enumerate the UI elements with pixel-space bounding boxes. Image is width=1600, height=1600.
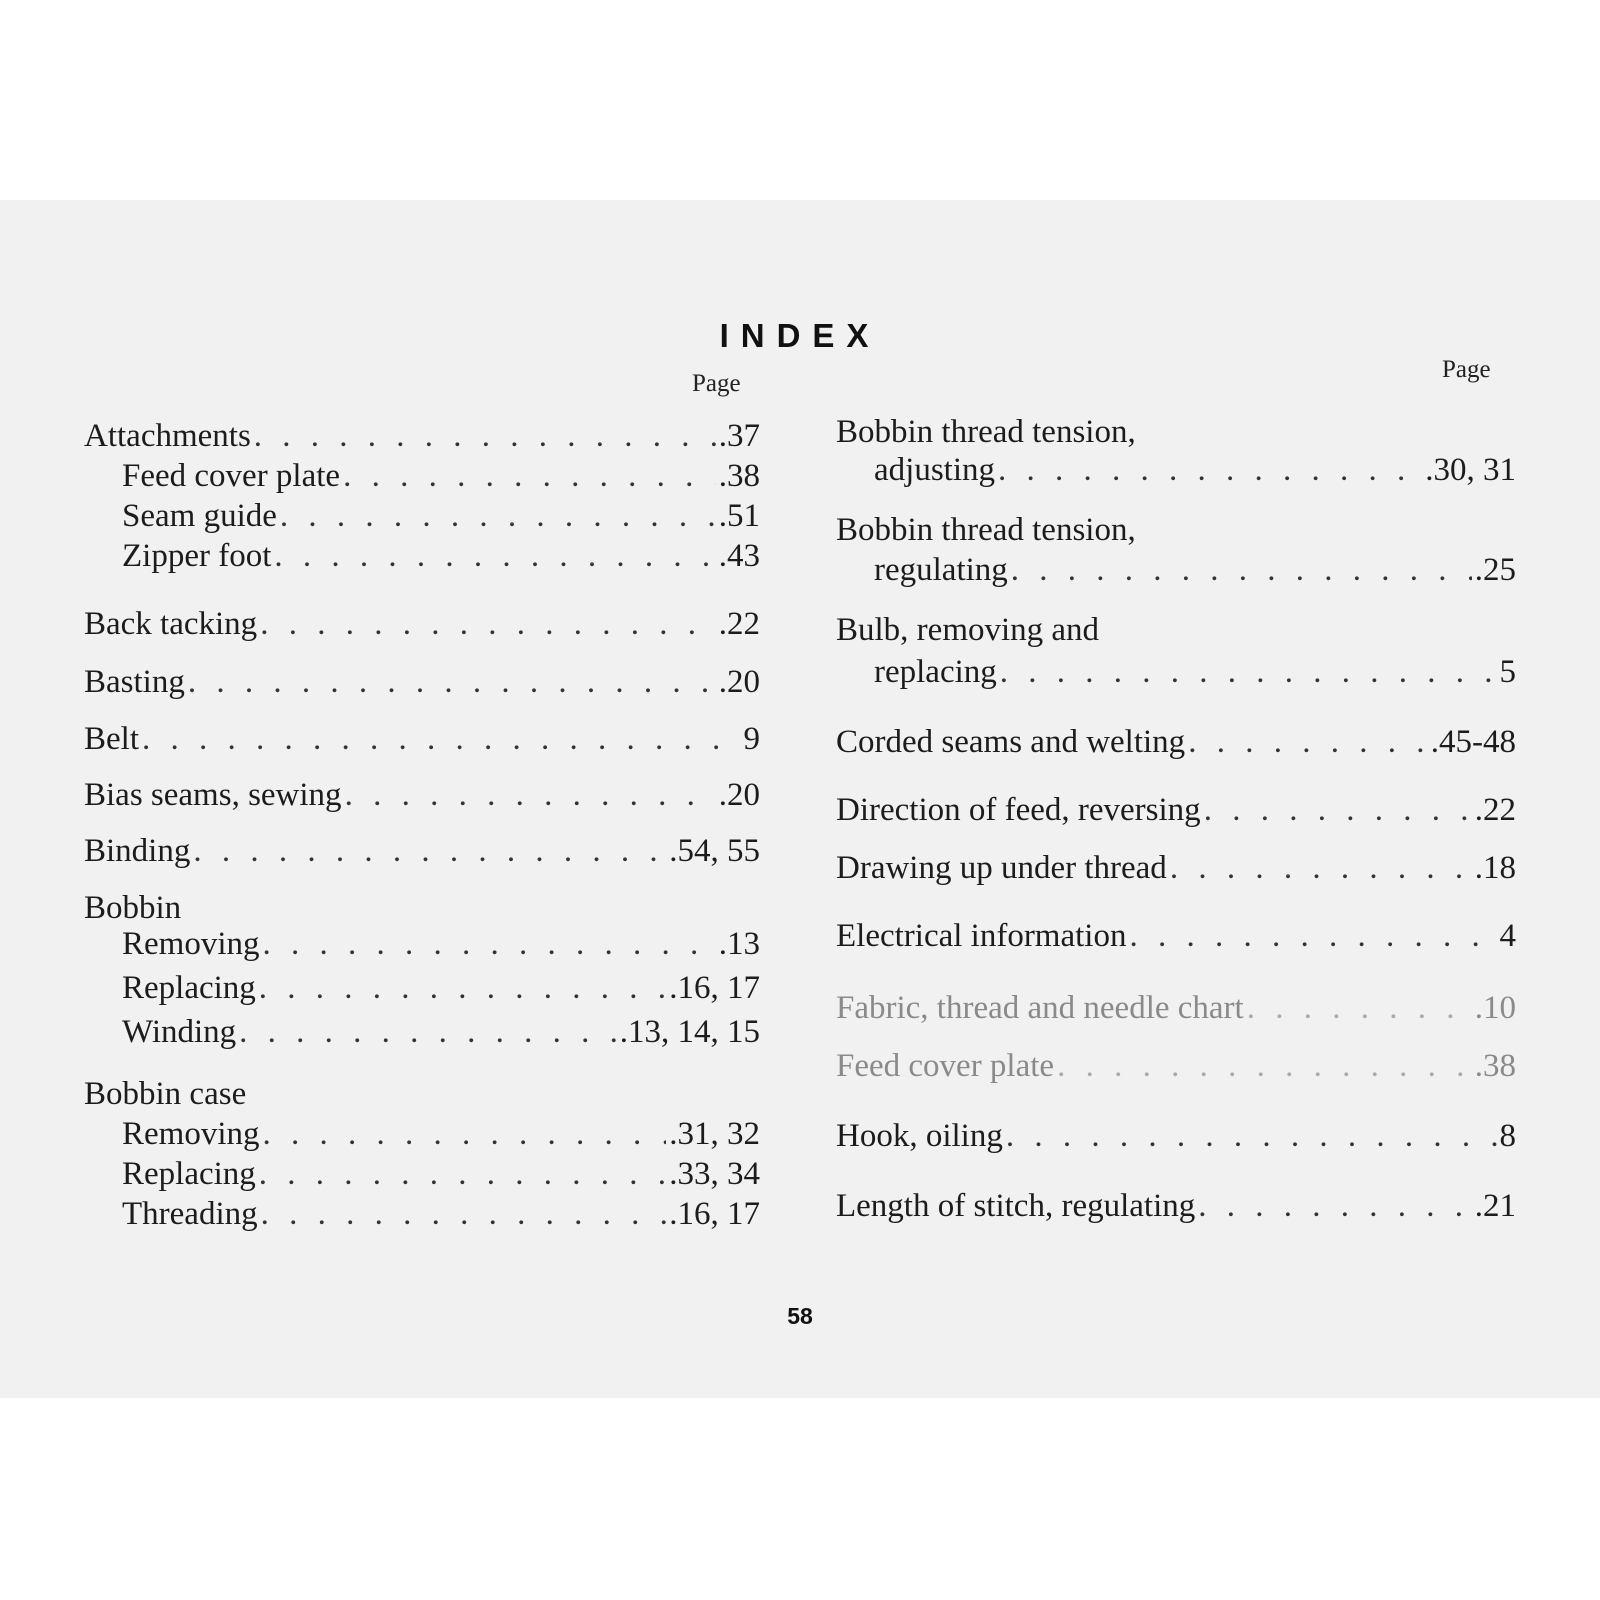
entry-page: .13, 14, 15 xyxy=(619,1014,760,1050)
leader-dots xyxy=(1011,552,1472,589)
entry-text: Removing xyxy=(122,1116,260,1152)
index-subentry xyxy=(84,458,760,495)
leader-dots xyxy=(263,926,716,963)
entry-page: 5 xyxy=(1499,654,1516,690)
entry-text: Hook, oiling xyxy=(836,1118,1003,1154)
index-entry xyxy=(836,1048,1516,1085)
leader-dots xyxy=(345,777,716,814)
entry-page: .21 xyxy=(1474,1188,1516,1224)
index-entry xyxy=(836,792,1516,829)
entry-text: Winding xyxy=(122,1014,237,1050)
entry-text: Attachments xyxy=(84,418,251,454)
index-heading: Bobbin xyxy=(84,890,182,926)
entry-page: .38 xyxy=(718,458,760,494)
entry-text: adjusting xyxy=(874,452,995,488)
leader-dots xyxy=(1129,918,1496,955)
entry-page: .22 xyxy=(718,606,760,642)
entry-page: 4 xyxy=(1499,918,1516,954)
entry-text: regulating xyxy=(874,552,1008,588)
entry-text: replacing xyxy=(874,654,997,690)
leader-dots xyxy=(254,418,716,455)
entry-page: .33, 34 xyxy=(669,1156,760,1192)
entry-text: Zipper foot xyxy=(122,538,272,574)
leader-dots xyxy=(274,538,715,575)
leader-dots xyxy=(1006,1118,1497,1155)
index-entry xyxy=(836,918,1516,955)
entry-text: Binding xyxy=(84,833,191,869)
index-column-right xyxy=(836,0,1516,1600)
entry-page: .20 xyxy=(718,777,760,813)
index-heading: Bulb, removing and xyxy=(836,612,1100,648)
page-column-label-right: Page xyxy=(1442,356,1491,383)
entry-page: .22 xyxy=(1474,792,1516,828)
leader-dots xyxy=(261,1196,667,1233)
entry-page: .16, 17 xyxy=(669,970,760,1006)
entry-page: .45-48 xyxy=(1430,724,1516,760)
entry-text: Replacing xyxy=(122,1156,256,1192)
leader-dots xyxy=(193,833,666,870)
leader-dots xyxy=(1247,990,1472,1027)
entry-page: .25 xyxy=(1474,552,1516,588)
index-subentry xyxy=(84,926,760,963)
entry-page: .16, 17 xyxy=(669,1196,760,1232)
entry-page: .13 xyxy=(718,926,760,962)
leader-dots xyxy=(1188,724,1428,761)
index-heading: Bobbin thread tension, xyxy=(836,512,1136,548)
leader-dots xyxy=(260,606,716,643)
entry-text: Feed cover plate xyxy=(122,458,341,494)
leader-dots xyxy=(1000,654,1497,691)
index-title: INDEX xyxy=(719,317,881,354)
entry-page: .30, 31 xyxy=(1425,452,1516,488)
entry-page: .20 xyxy=(718,664,760,700)
index-entry xyxy=(84,606,760,643)
entry-text: Feed cover plate xyxy=(836,1048,1055,1084)
leader-dots xyxy=(263,1116,667,1153)
index-subentry xyxy=(84,1196,760,1233)
index-subentry xyxy=(836,654,1516,691)
entry-text: Back tacking xyxy=(84,606,258,642)
index-entry xyxy=(84,664,760,701)
entry-page: .31, 32 xyxy=(669,1116,760,1152)
leader-dots xyxy=(1170,850,1472,887)
entry-text: Corded seams and welting xyxy=(836,724,1186,760)
index-entry xyxy=(836,1188,1516,1225)
entry-text: Fabric, thread and needle chart xyxy=(836,990,1244,1026)
entry-page: .18 xyxy=(1474,850,1516,886)
entry-text: Bias seams, sewing xyxy=(84,777,342,813)
page-column-label-left: Page xyxy=(692,370,741,397)
entry-text: Direction of feed, reversing xyxy=(836,792,1201,828)
entry-text: Seam guide xyxy=(122,498,277,534)
entry-text: Length of stitch, regulating xyxy=(836,1188,1196,1224)
entry-text: Belt xyxy=(84,721,139,757)
index-subentry xyxy=(84,970,760,1007)
leader-dots xyxy=(343,458,716,495)
leader-dots xyxy=(142,721,741,758)
entry-text: Removing xyxy=(122,926,260,962)
leader-dots xyxy=(239,1014,617,1051)
entry-page: 9 xyxy=(743,721,760,757)
entry-page: .51 xyxy=(718,498,760,534)
leader-dots xyxy=(998,452,1422,489)
index-entry xyxy=(836,990,1516,1027)
page-number: 58 xyxy=(787,1303,813,1329)
entry-page: 8 xyxy=(1499,1118,1516,1154)
leader-dots xyxy=(1057,1048,1472,1085)
entry-page: .37 xyxy=(718,418,760,454)
entry-page: .43 xyxy=(718,538,760,574)
entry-page: .54, 55 xyxy=(669,833,760,869)
index-entry xyxy=(84,833,760,870)
index-heading: Bobbin thread tension, xyxy=(836,414,1136,450)
index-entry xyxy=(836,1118,1516,1155)
index-subentry xyxy=(836,552,1516,589)
index-entry xyxy=(84,721,760,758)
leader-dots xyxy=(188,664,716,701)
index-subentry xyxy=(84,1014,760,1051)
entry-text: Basting xyxy=(84,664,185,700)
index-subentry xyxy=(84,1156,760,1193)
entry-page: .10 xyxy=(1474,990,1516,1026)
index-heading: Bobbin case xyxy=(84,1076,247,1112)
entry-text: Drawing up under thread xyxy=(836,850,1167,886)
entry-text: Replacing xyxy=(122,970,256,1006)
leader-dots xyxy=(1204,792,1472,829)
index-entry xyxy=(84,418,760,455)
leader-dots xyxy=(280,498,716,535)
entry-page: .38 xyxy=(1474,1048,1516,1084)
index-subentry xyxy=(84,1116,760,1153)
index-subentry xyxy=(84,538,760,575)
leader-dots xyxy=(1198,1188,1472,1225)
index-subentry xyxy=(836,452,1516,489)
index-subentry xyxy=(84,498,760,535)
index-entry xyxy=(84,777,760,814)
index-column-left xyxy=(84,0,760,1600)
entry-text: Electrical information xyxy=(836,918,1127,954)
entry-text: Threading xyxy=(122,1196,258,1232)
leader-dots xyxy=(259,1156,666,1193)
index-entry xyxy=(836,724,1516,761)
leader-dots xyxy=(259,970,666,1007)
index-entry xyxy=(836,850,1516,887)
